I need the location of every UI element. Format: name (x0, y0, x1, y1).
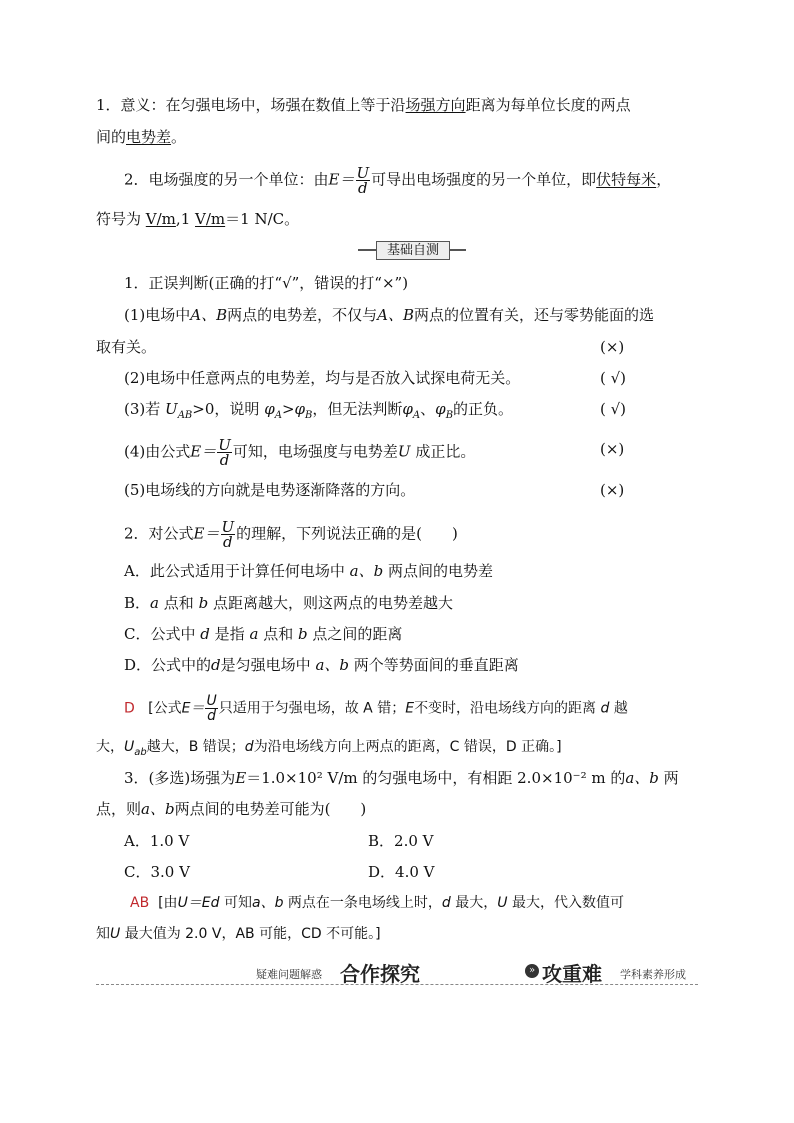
banner-title: 基础自测 (376, 241, 450, 260)
double-chevron-icon: » (525, 964, 539, 978)
q2-option-b: B．a 点和 b 点距离越大，则这两点的电势差越大 (124, 594, 453, 612)
q1-item-2: (2)电场中任意两点的电势差，均与是否放入试探电荷无关。 (124, 369, 521, 387)
q3-option-d: D．4.0 V (368, 863, 435, 881)
blank-potential-diff: 电势差 (126, 128, 172, 146)
meaning-line-2: 间的电势差。 (96, 128, 187, 146)
q1-mark-5: (×) (600, 481, 625, 499)
meaning-line-1: 1．意义：在匀强电场中，场强在数值上等于沿场强方向距离为每单位长度的两点 (96, 96, 631, 114)
q1-mark-1: (×) (600, 338, 625, 356)
q2-stem: 2．对公式E＝ $\frac{U}{d}$ 的理解，下列说法正确的是( ) (124, 518, 458, 551)
q1-item-3: (3)若 $U_{AB}>0$，说明 $\varphi_A>\varphi_B$，但无法判断$\varphi_A$、$\varphi_B$的正负。 (124, 400, 514, 421)
q2-explanation-2: 大，$U_{ab}$越大，B 错误；d为沿电场线方向上两点的距离，C 错误，D 正确。] (96, 739, 562, 758)
q3-explanation-1: AB [由U＝Ed 可知a、b 两点在一条电场线上时，d 最大，U 最大，代入数值可 (130, 895, 624, 911)
q2-answer: D (124, 700, 135, 717)
blank-field-direction: 场强方向 (405, 96, 466, 114)
unit-line-1: 2．电场强度的另一个单位：由E＝ $\frac{U}{d}$ 可导出电场强度的另一个单位，即伏特每米， (124, 164, 672, 197)
q3-stem-2: 点，则a、b两点间的电势差可能为( ) (96, 800, 367, 818)
q3-explanation-2: 知U 最大值为 2.0 V，AB 可能，CD 不可能。] (96, 926, 381, 942)
q1-heading: 1．正误判断(正确的打“√”，错误的打“×”) (124, 274, 409, 292)
section-footer-banner: 疑难问题解惑 合作探究 » 攻重难 学科素养形成 (96, 958, 698, 988)
blank-volt-per-meter: 伏特每米 (596, 170, 657, 189)
q1-mark-2: ( √) (600, 369, 627, 387)
q2-explanation-1: D [公式E＝ $\frac{U}{d}$ 只适用于匀强电场，故 A 错；E不变时，沿电场线方向的距离 d 越 (124, 693, 628, 724)
q2-option-d: D．公式中的d是匀强电场中 a、b 两个等势面间的垂直距离 (124, 656, 519, 674)
q2-option-a: A．此公式适用于计算任何电场中 a、b 两点间的电势差 (124, 562, 493, 580)
footer-title-1: 合作探究 (340, 962, 420, 986)
q3-option-a: A．1.0 V (124, 832, 190, 850)
q1-mark-3: ( √) (600, 400, 627, 418)
q1-item-1: (1)电场中A、B两点的电势差，不仅与A、B两点的位置有关，还与零势能面的选 (124, 306, 654, 324)
section-banner (358, 241, 466, 259)
q1-item-1-cont: 取有关。 (96, 338, 157, 356)
fraction-U-over-d: $\frac{U}{d}$ (356, 164, 370, 197)
q2-option-c: C．公式中 d 是指 a 点和 b 点之间的距离 (124, 625, 403, 643)
q3-answer: AB (130, 895, 150, 911)
q3-option-b: B．2.0 V (368, 832, 434, 850)
q1-mark-4: (×) (600, 440, 625, 458)
q3-option-c: C．3.0 V (124, 863, 190, 881)
q3-stem-1: 3．(多选)场强为E＝1.0×10² V/m 的匀强电场中，有相距 2.0×10⁻² m 的a、b 两 (124, 769, 679, 787)
q1-item-4: (4)由公式E＝ $\frac{U}{d}$ 可知，电场强度与电势差U 成正比。 (124, 436, 476, 469)
footer-title-2: 攻重难 (542, 962, 602, 986)
q1-item-5: (5)电场线的方向就是电势逐渐降落的方向。 (124, 481, 416, 499)
unit-line-2: 符号为 V/m,1 V/m＝1 N/C。 (96, 210, 300, 228)
